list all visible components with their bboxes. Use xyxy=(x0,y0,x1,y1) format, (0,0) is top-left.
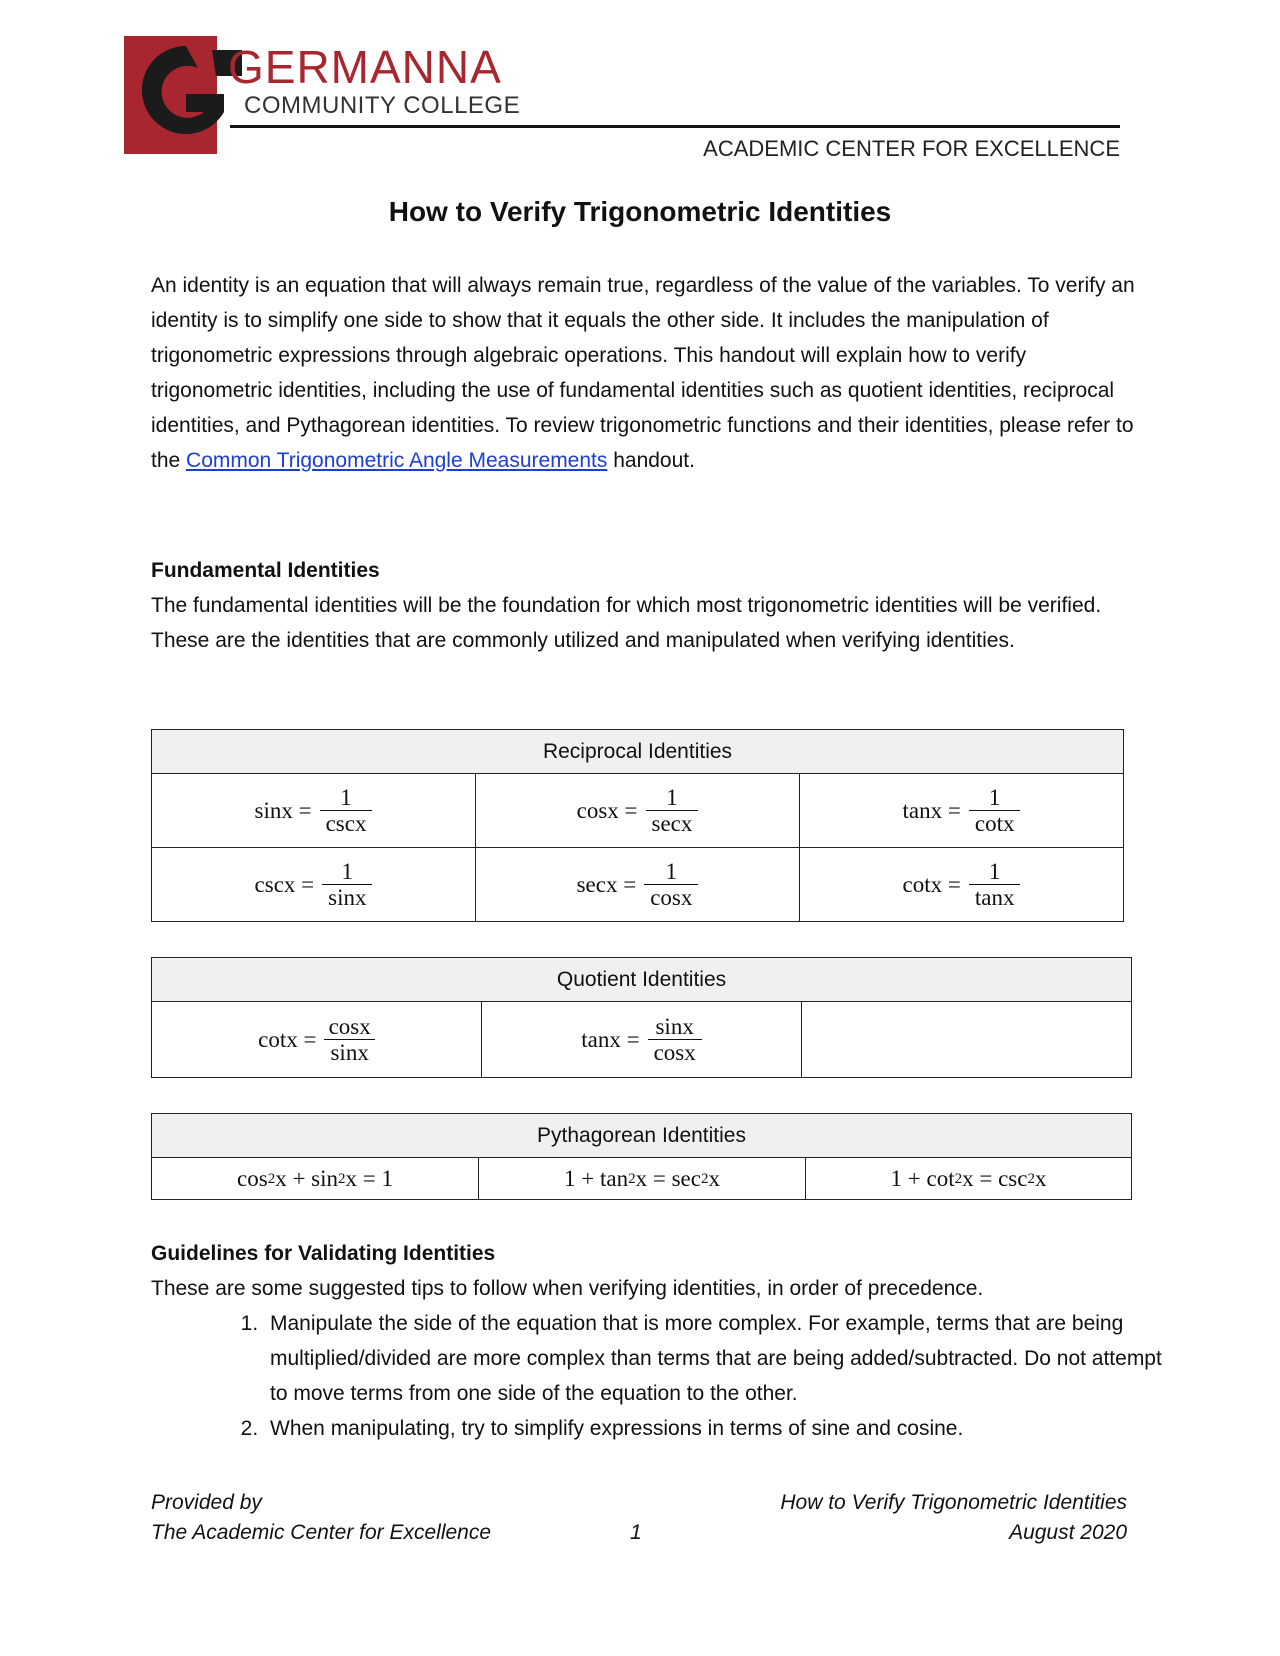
identity-cell xyxy=(800,848,1124,922)
identity-cell: 1 + cot 2 x = csc 2 x xyxy=(806,1158,1132,1200)
guidelines-list xyxy=(224,1306,1164,1446)
identity-part: 1 + tan xyxy=(564,1165,629,1191)
identity-cell xyxy=(800,774,1124,848)
intro-text: An identity is an equation that will always remain true, regardless of the value of the variables. To verify an identity is to simplify one side to show that it equals the other side. It includes the manipulation of trigonometric expressions through algebraic operations. This handout will explain how to verify trigonometric identities, including the use of fundamental identities such as quotient identities, reciprocal identities, and Pythagorean identities. To review trigonometric functions and their identities, please refer to the xyxy=(151,274,1135,472)
footer-date: August 2020 xyxy=(1009,1521,1127,1544)
footer-provided-by: Provided by xyxy=(151,1491,262,1514)
identity-lhs: secx = xyxy=(576,871,637,897)
quotient-heading: Quotient Identities xyxy=(152,958,1132,1002)
header-divider xyxy=(230,125,1120,128)
page-number: 1 xyxy=(630,1521,642,1544)
identity-cell xyxy=(482,1002,802,1078)
identity-lhs: tanx = xyxy=(581,1026,640,1052)
identity-part: x + sin xyxy=(275,1165,338,1191)
identity-cell: 1 + tan 2 x = sec 2 x xyxy=(479,1158,806,1200)
identity-part: x xyxy=(708,1165,720,1191)
identity-denominator: sinx xyxy=(324,1039,374,1065)
intro-paragraph xyxy=(151,268,1141,478)
footer-right xyxy=(780,1488,1127,1548)
identity-numerator: 1 xyxy=(341,858,354,884)
identity-denominator: secx xyxy=(646,810,699,836)
identity-part: 1 + cot xyxy=(890,1165,955,1191)
identity-lhs: cotx = xyxy=(258,1026,317,1052)
identity-numerator: cosx xyxy=(328,1013,371,1039)
trig-angle-handout-link[interactable]: Common Trigonometric Angle Measurements xyxy=(186,449,608,472)
empty-cell xyxy=(802,1002,1132,1078)
brand-name: GERMANNA xyxy=(228,41,502,93)
identity-denominator: cotx xyxy=(969,810,1021,836)
footer-doc-title: How to Verify Trigonometric Identities xyxy=(780,1491,1127,1514)
center-name: ACADEMIC CENTER FOR EXCELLENCE xyxy=(703,136,1120,161)
identity-cell xyxy=(476,774,800,848)
identity-lhs: cotx = xyxy=(902,871,961,897)
identity-numerator: 1 xyxy=(666,784,678,810)
page-title: How to Verify Trigonometric Identities xyxy=(388,196,892,227)
identity-part: cos xyxy=(237,1165,268,1191)
identity-numerator: sinx xyxy=(655,1013,694,1039)
guidelines-intro: These are some suggested tips to follow when verifying identities, in order of precedence. xyxy=(151,1277,984,1300)
fundamental-heading: Fundamental Identities xyxy=(151,559,380,582)
germanna-logo-icon xyxy=(124,36,244,154)
identity-denominator: cosx xyxy=(644,884,698,910)
identity-part: x xyxy=(1034,1165,1047,1191)
identity-lhs: cscx = xyxy=(254,871,315,897)
identity-part: x = csc xyxy=(962,1165,1028,1191)
fundamental-paragraph: The fundamental identities will be the foundation for which most trigonometric identities will be verified. These are the identities that are commonly utilized and manipulated when verifying identities. xyxy=(151,594,1102,652)
identity-denominator: cscx xyxy=(320,810,373,836)
identity-cell xyxy=(476,848,800,922)
list-item: 2. When manipulating, try to simplify expressions in terms of sine and cosine. xyxy=(264,1411,1164,1446)
intro-text-end: handout. xyxy=(607,449,695,472)
identity-cell xyxy=(152,774,476,848)
quotient-identities-table xyxy=(151,957,1132,1078)
identity-denominator: tanx xyxy=(969,884,1021,910)
guidelines-heading: Guidelines for Validating Identities xyxy=(151,1242,496,1265)
identity-cell xyxy=(152,848,476,922)
identity-denominator: cosx xyxy=(648,1039,702,1065)
list-item: 1. Manipulate the side of the equation that is more complex. For example, terms that are being multiplied/divided are more complex than terms that are being added/subtracted. Do not attempt to move terms from one side of the equation to the other. xyxy=(264,1306,1164,1411)
pythagorean-identities-table xyxy=(151,1113,1132,1200)
reciprocal-identities-table xyxy=(151,729,1124,922)
brand-subtitle: COMMUNITY COLLEGE xyxy=(244,92,521,119)
identity-cell: cos 2 x + sin 2 x = 1 xyxy=(152,1158,479,1200)
identity-part: x = sec xyxy=(635,1165,701,1191)
identity-lhs: cosx = xyxy=(576,797,638,823)
identity-numerator: 1 xyxy=(988,858,1001,884)
reciprocal-heading: Reciprocal Identities xyxy=(152,730,1124,774)
identity-numerator: 1 xyxy=(340,784,352,810)
identity-denominator: sinx xyxy=(322,884,372,910)
pythagorean-heading: Pythagorean Identities xyxy=(152,1114,1132,1158)
identity-part: x = 1 xyxy=(345,1165,393,1191)
footer-left xyxy=(151,1488,491,1548)
footer-provider-name: The Academic Center for Excellence xyxy=(151,1521,492,1544)
identity-lhs: tanx = xyxy=(902,797,961,823)
identity-numerator: 1 xyxy=(665,858,678,884)
identity-numerator: 1 xyxy=(988,784,1001,810)
identity-cell xyxy=(152,1002,482,1078)
identity-lhs: sinx = xyxy=(254,797,312,823)
